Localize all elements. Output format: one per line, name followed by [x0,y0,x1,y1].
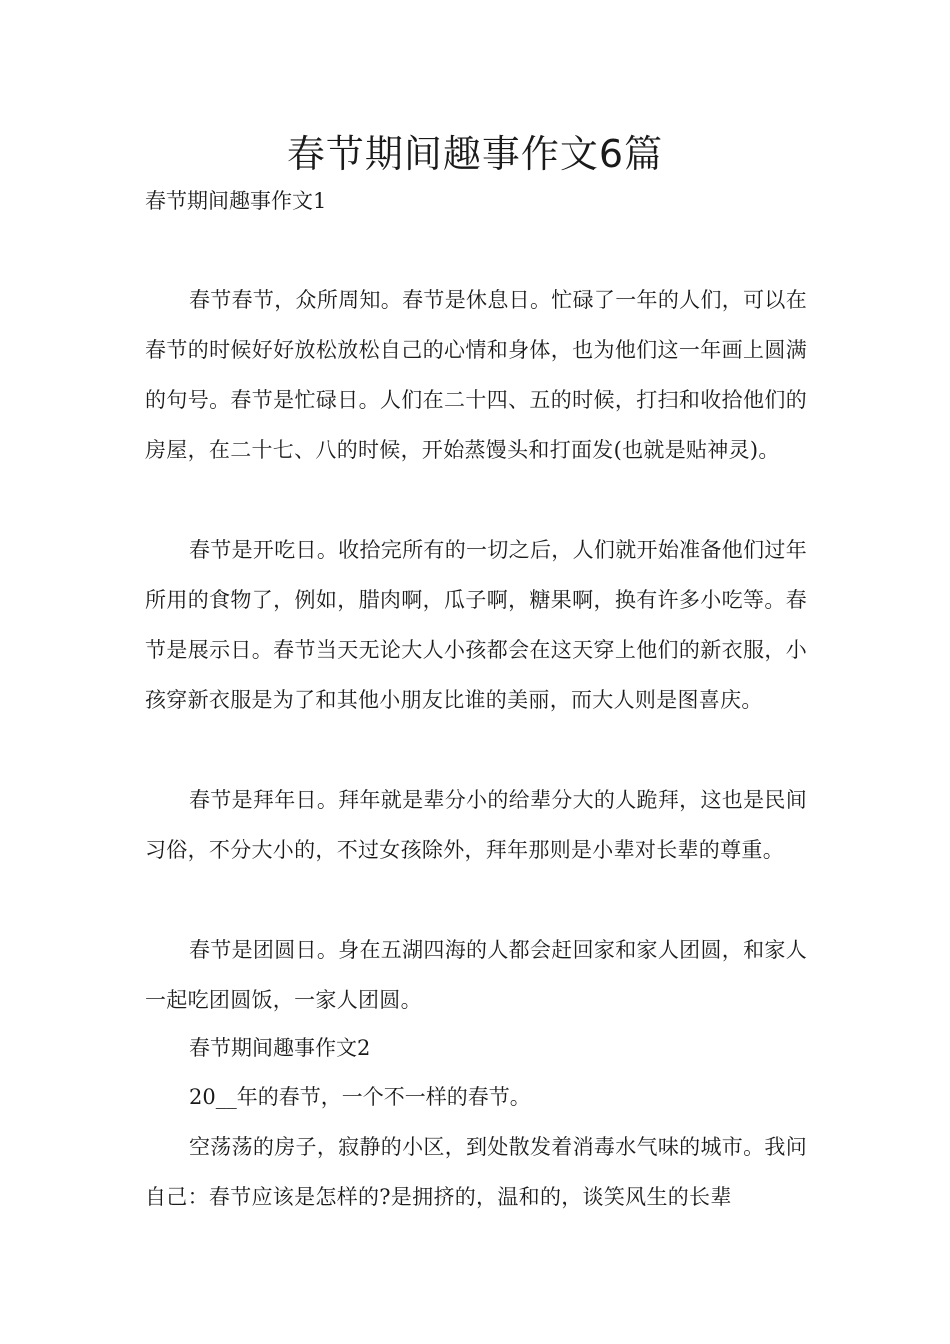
essay-1-paragraph-2: 春节是开吃日。收拾完所有的一切之后，人们就开始准备他们过年所用的食物了，例如，腊肉啊，瓜子啊，糖果啊，换有许多小吃等。春节是展示日。春节当天无论大人小孩都会在这天穿上他们的新衣服，小孩穿新衣服是为了和其他小朋友比谁的美丽，而大人则是图喜庆。 [145,538,807,712]
essay-1-heading: 春节期间趣事作文1 [145,189,327,213]
essay-2-first-line: 20__年的春节，一个不一样的春节。 [189,1085,531,1109]
essay-2-paragraph-1: 空荡荡的房子，寂静的小区，到处散发着消毒水气味的城市。我问自己：春节应该是怎样的?是拥挤的，温和的，谈笑风生的长辈 [145,1135,807,1209]
essay-1-paragraph-3: 春节是拜年日。拜年就是辈分小的给辈分大的人跪拜，这也是民间习俗，不分大小的，不过女孩除外，拜年那则是小辈对长辈的尊重。 [145,788,807,862]
essay-2-heading: 春节期间趣事作文2 [189,1036,371,1060]
essay-1-paragraph-4: 春节是团圆日。身在五湖四海的人都会赶回家和家人团圆，和家人一起吃团圆饭，一家人团圆。 [145,938,807,1012]
document-title: 春节期间趣事作文6篇 [286,132,664,176]
essay-1-paragraph-1: 春节春节，众所周知。春节是休息日。忙碌了一年的人们，可以在春节的时候好好放松放松自己的心情和身体，也为他们这一年画上圆满的句号。春节是忙碌日。人们在二十四、五的时候，打扫和收拾他们的房屋，在二十七、八的时候，开始蒸馒头和打面发(也就是贴神灵)。 [145,288,807,462]
